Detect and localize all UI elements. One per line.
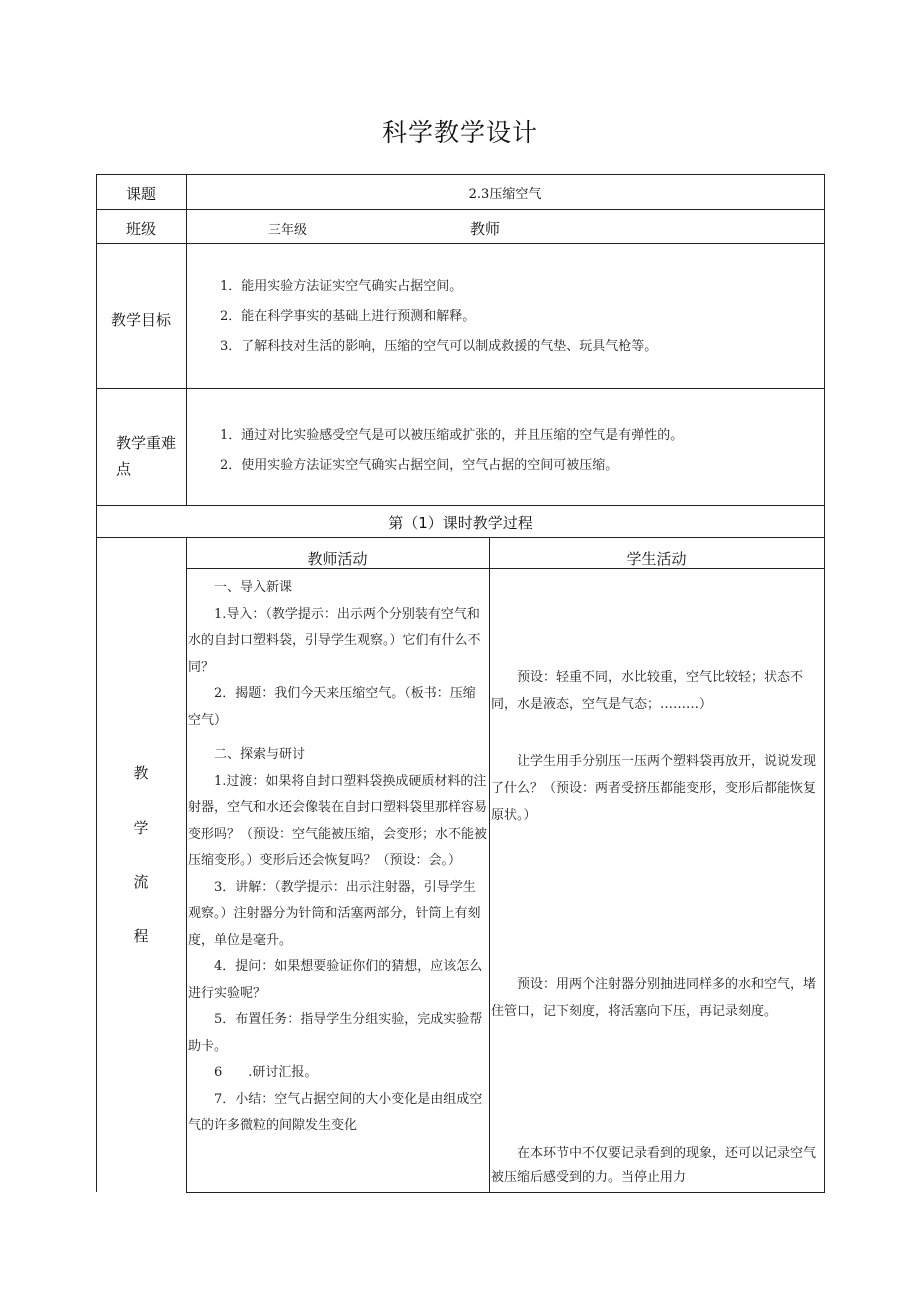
process-side-char: 流 — [133, 873, 149, 891]
teacher-step: 一、导入新课 — [214, 580, 293, 595]
label-column-divider — [186, 174, 187, 505]
row-divider — [96, 243, 825, 244]
teacher-activity-content — [188, 575, 487, 1140]
topic-value: 2.3压缩空气 — [468, 187, 542, 202]
process-side-char: 教 — [133, 764, 149, 782]
student-step: 在本环节中不仅要记录看到的现象，还可以记录空气被压缩后感受到的力。当停止用力 — [491, 1146, 817, 1185]
process-section-title: 第（1）课时教学过程 — [388, 514, 533, 532]
objective-item: 3．了解科技对生活的影响，压缩的空气可以制成救援的气垫、玩具气枪等。 — [220, 339, 658, 354]
document-title: 科学教学设计 — [381, 118, 538, 147]
topic-label: 课题 — [125, 185, 156, 203]
teacher-step: 二、探索与研讨 — [214, 747, 306, 762]
table-border-right — [824, 174, 825, 1193]
teacher-step: 5．布置任务：指导学生分组实验，完成实验帮助卡。 — [188, 1012, 483, 1054]
teacher-step: 4．提问：如果想要验证你们的猜想，应该怎么进行实验呢？ — [188, 959, 483, 1001]
teacher-step: 2．揭题：我们今天来压缩空气。（板书：压缩空气） — [188, 686, 476, 728]
objective-item: 1．能用实验方法证实空气确实占据空间。 — [220, 279, 463, 294]
key-point-item: 1．通过对比实验感受空气是可以被压缩或扩张的，并且压缩的空气是有弹性的。 — [220, 428, 684, 443]
key-points-list — [220, 421, 810, 481]
teacher-step: 3．讲解：（教学提示：出示注射器，引导学生观察。）注射器分为针筒和活塞两部分，针筒上有刻度，单位是毫升。 — [188, 879, 481, 948]
objectives-label: 教学目标 — [110, 311, 171, 329]
row-divider — [96, 505, 825, 506]
teacher-step: 1.导入：（教学提示：出示两个分别装有空气和水的自封口塑料袋，引导学生观察。）它们有什么不同？ — [188, 606, 481, 675]
objectives-list — [220, 272, 810, 362]
student-step: 让学生用手分别压一压两个塑料袋再放开，说说发现了什么？（预设：两者受挤压都能变形，变形后都能恢复原状。） — [491, 754, 817, 823]
table-border-bottom — [186, 1192, 825, 1193]
key-point-item: 2．使用实验方法证实空气确实占据空间，空气占据的空间可被压缩。 — [220, 458, 619, 473]
teacher-label: 教师 — [470, 220, 501, 238]
process-side-char: 程 — [133, 927, 149, 945]
student-activity-block — [491, 664, 822, 718]
teacher-activity-header: 教师活动 — [307, 550, 368, 568]
table-border-top — [96, 174, 825, 175]
student-step: 预设：轻重不同，水比较重，空气比较轻；状态不同，水是液态，空气是气态；………） — [491, 670, 804, 712]
key-points-label-line1: 教学重难 — [116, 434, 177, 452]
objective-item: 2．能在科学事实的基础上进行预测和解释。 — [220, 309, 476, 324]
student-activity-header: 学生活动 — [626, 550, 687, 568]
row-divider — [96, 209, 825, 210]
class-label: 班级 — [125, 220, 156, 238]
label-column-divider — [186, 537, 187, 1193]
key-points-label — [116, 430, 176, 482]
teacher-step: 7．小结：空气占据空间的大小变化是由组成空气的许多微粒的间隙发生变化 — [188, 1091, 483, 1133]
key-points-label-line2: 点 — [116, 460, 132, 478]
row-divider — [96, 388, 825, 389]
class-value: 三年级 — [268, 223, 308, 238]
student-activity-block — [491, 1142, 822, 1190]
student-activity-block — [491, 971, 822, 1025]
process-side-char: 学 — [133, 819, 149, 837]
student-step: 预设：用两个注射器分别抽进同样多的水和空气，堵住管口，记下刻度，将活塞向下压，再记录刻度。 — [491, 977, 817, 1019]
activity-column-divider — [489, 537, 490, 1193]
teacher-step: 1.过渡：如果将自封口塑料袋换成硬质材料的注射器，空气和水还会像装在自封口塑料袋里那样容易变形吗？（预设：空气能被压缩，会变形；水不能被压缩变形。）变形后还会恢复吗？（预设：会。） — [188, 773, 488, 868]
teacher-step: 6 .研讨汇报。 — [214, 1065, 318, 1080]
row-divider — [96, 537, 825, 538]
student-activity-block — [491, 748, 822, 829]
